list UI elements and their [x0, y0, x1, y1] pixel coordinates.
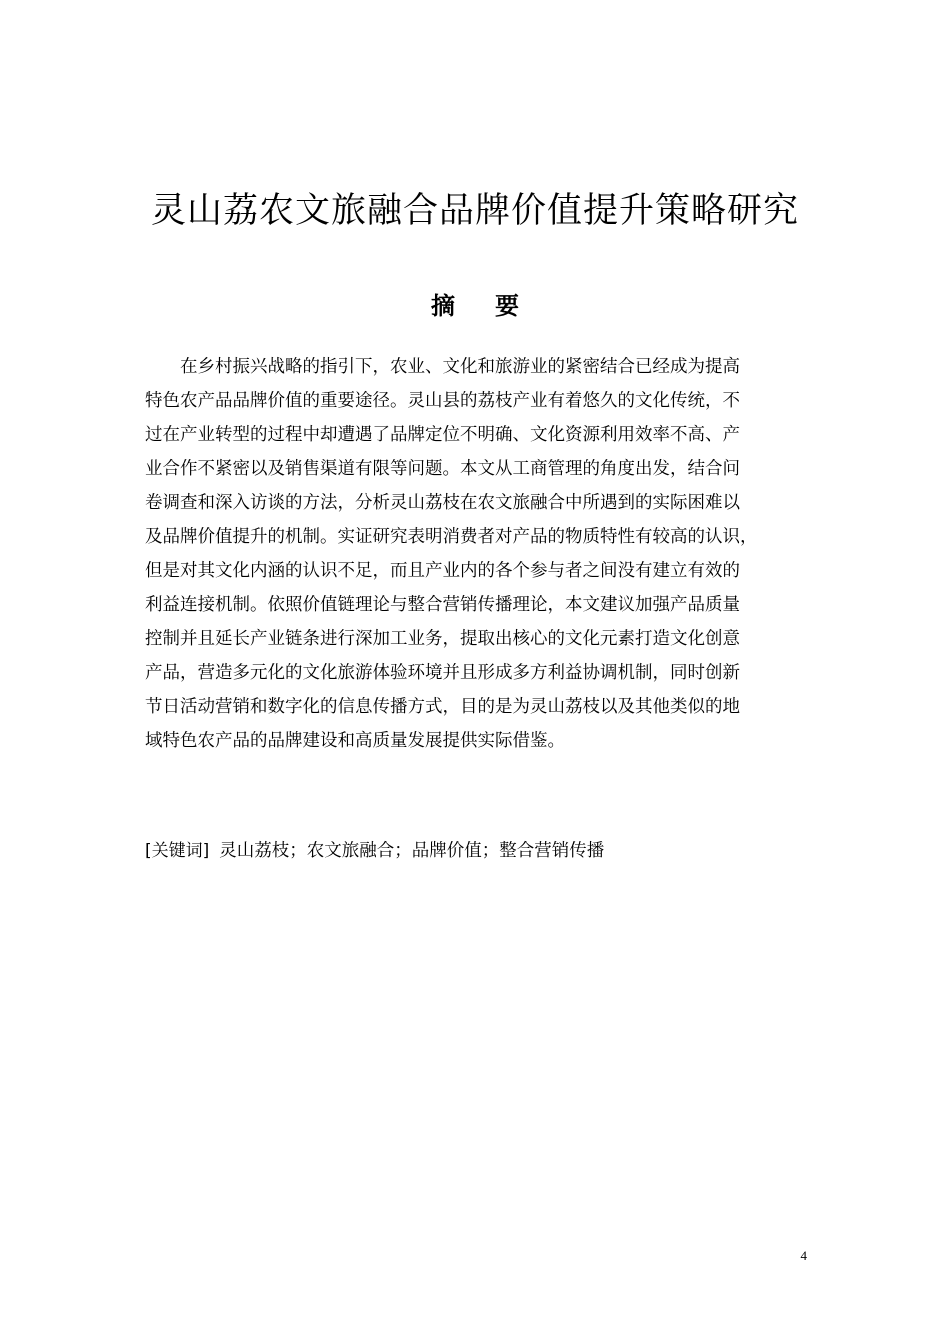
abstract-line: 但是对其文化内涵的认识不足，而且产业内的各个参与者之间没有建立有效的	[145, 561, 740, 581]
keywords-line	[145, 834, 807, 868]
keywords-list: 灵山荔枝；农文旅融合；品牌价值；整合营销传播	[219, 841, 605, 861]
abstract-body	[145, 350, 807, 758]
abstract-heading-char-2: 要	[495, 292, 519, 320]
abstract-line: 节日活动营销和数字化的信息传播方式，目的是为灵山荔枝以及其他类似的地	[145, 697, 740, 717]
abstract-line: 及品牌价值提升的机制。实证研究表明消费者对产品的物质特性有较高的认识，	[145, 527, 758, 547]
abstract-line: 产品，营造多元化的文化旅游体验环境并且形成多方利益协调机制，同时创新	[145, 663, 740, 683]
abstract-heading	[0, 286, 950, 326]
page-number: 4	[800, 1248, 807, 1263]
abstract-line: 利益连接机制。依照价值链理论与整合营销传播理论，本文建议加强产品质量	[145, 595, 740, 615]
abstract-line: 卷调查和深入访谈的方法，分析灵山荔枝在农文旅融合中所遇到的实际困难以	[145, 493, 740, 513]
abstract-line: 特色农产品品牌价值的重要途径。灵山县的荔枝产业有着悠久的文化传统，不	[145, 391, 740, 411]
paper-title: 灵山荔农文旅融合品牌价值提升策略研究	[150, 191, 799, 231]
abstract-line: 在乡村振兴战略的指引下，农业、文化和旅游业的紧密结合已经成为提高	[180, 357, 740, 377]
abstract-line: 业合作不紧密以及销售渠道有限等问题。本文从工商管理的角度出发，结合问	[145, 459, 740, 479]
abstract-heading-char-1: 摘	[431, 292, 455, 320]
abstract-line: 控制并且延长产业链条进行深加工业务，提取出核心的文化元素打造文化创意	[145, 629, 740, 649]
abstract-line: 域特色农产品的品牌建设和高质量发展提供实际借鉴。	[145, 731, 565, 751]
abstract-line: 过在产业转型的过程中却遭遇了品牌定位不明确、文化资源利用效率不高、产	[145, 425, 740, 445]
keywords-label: [关键词]	[145, 841, 210, 861]
